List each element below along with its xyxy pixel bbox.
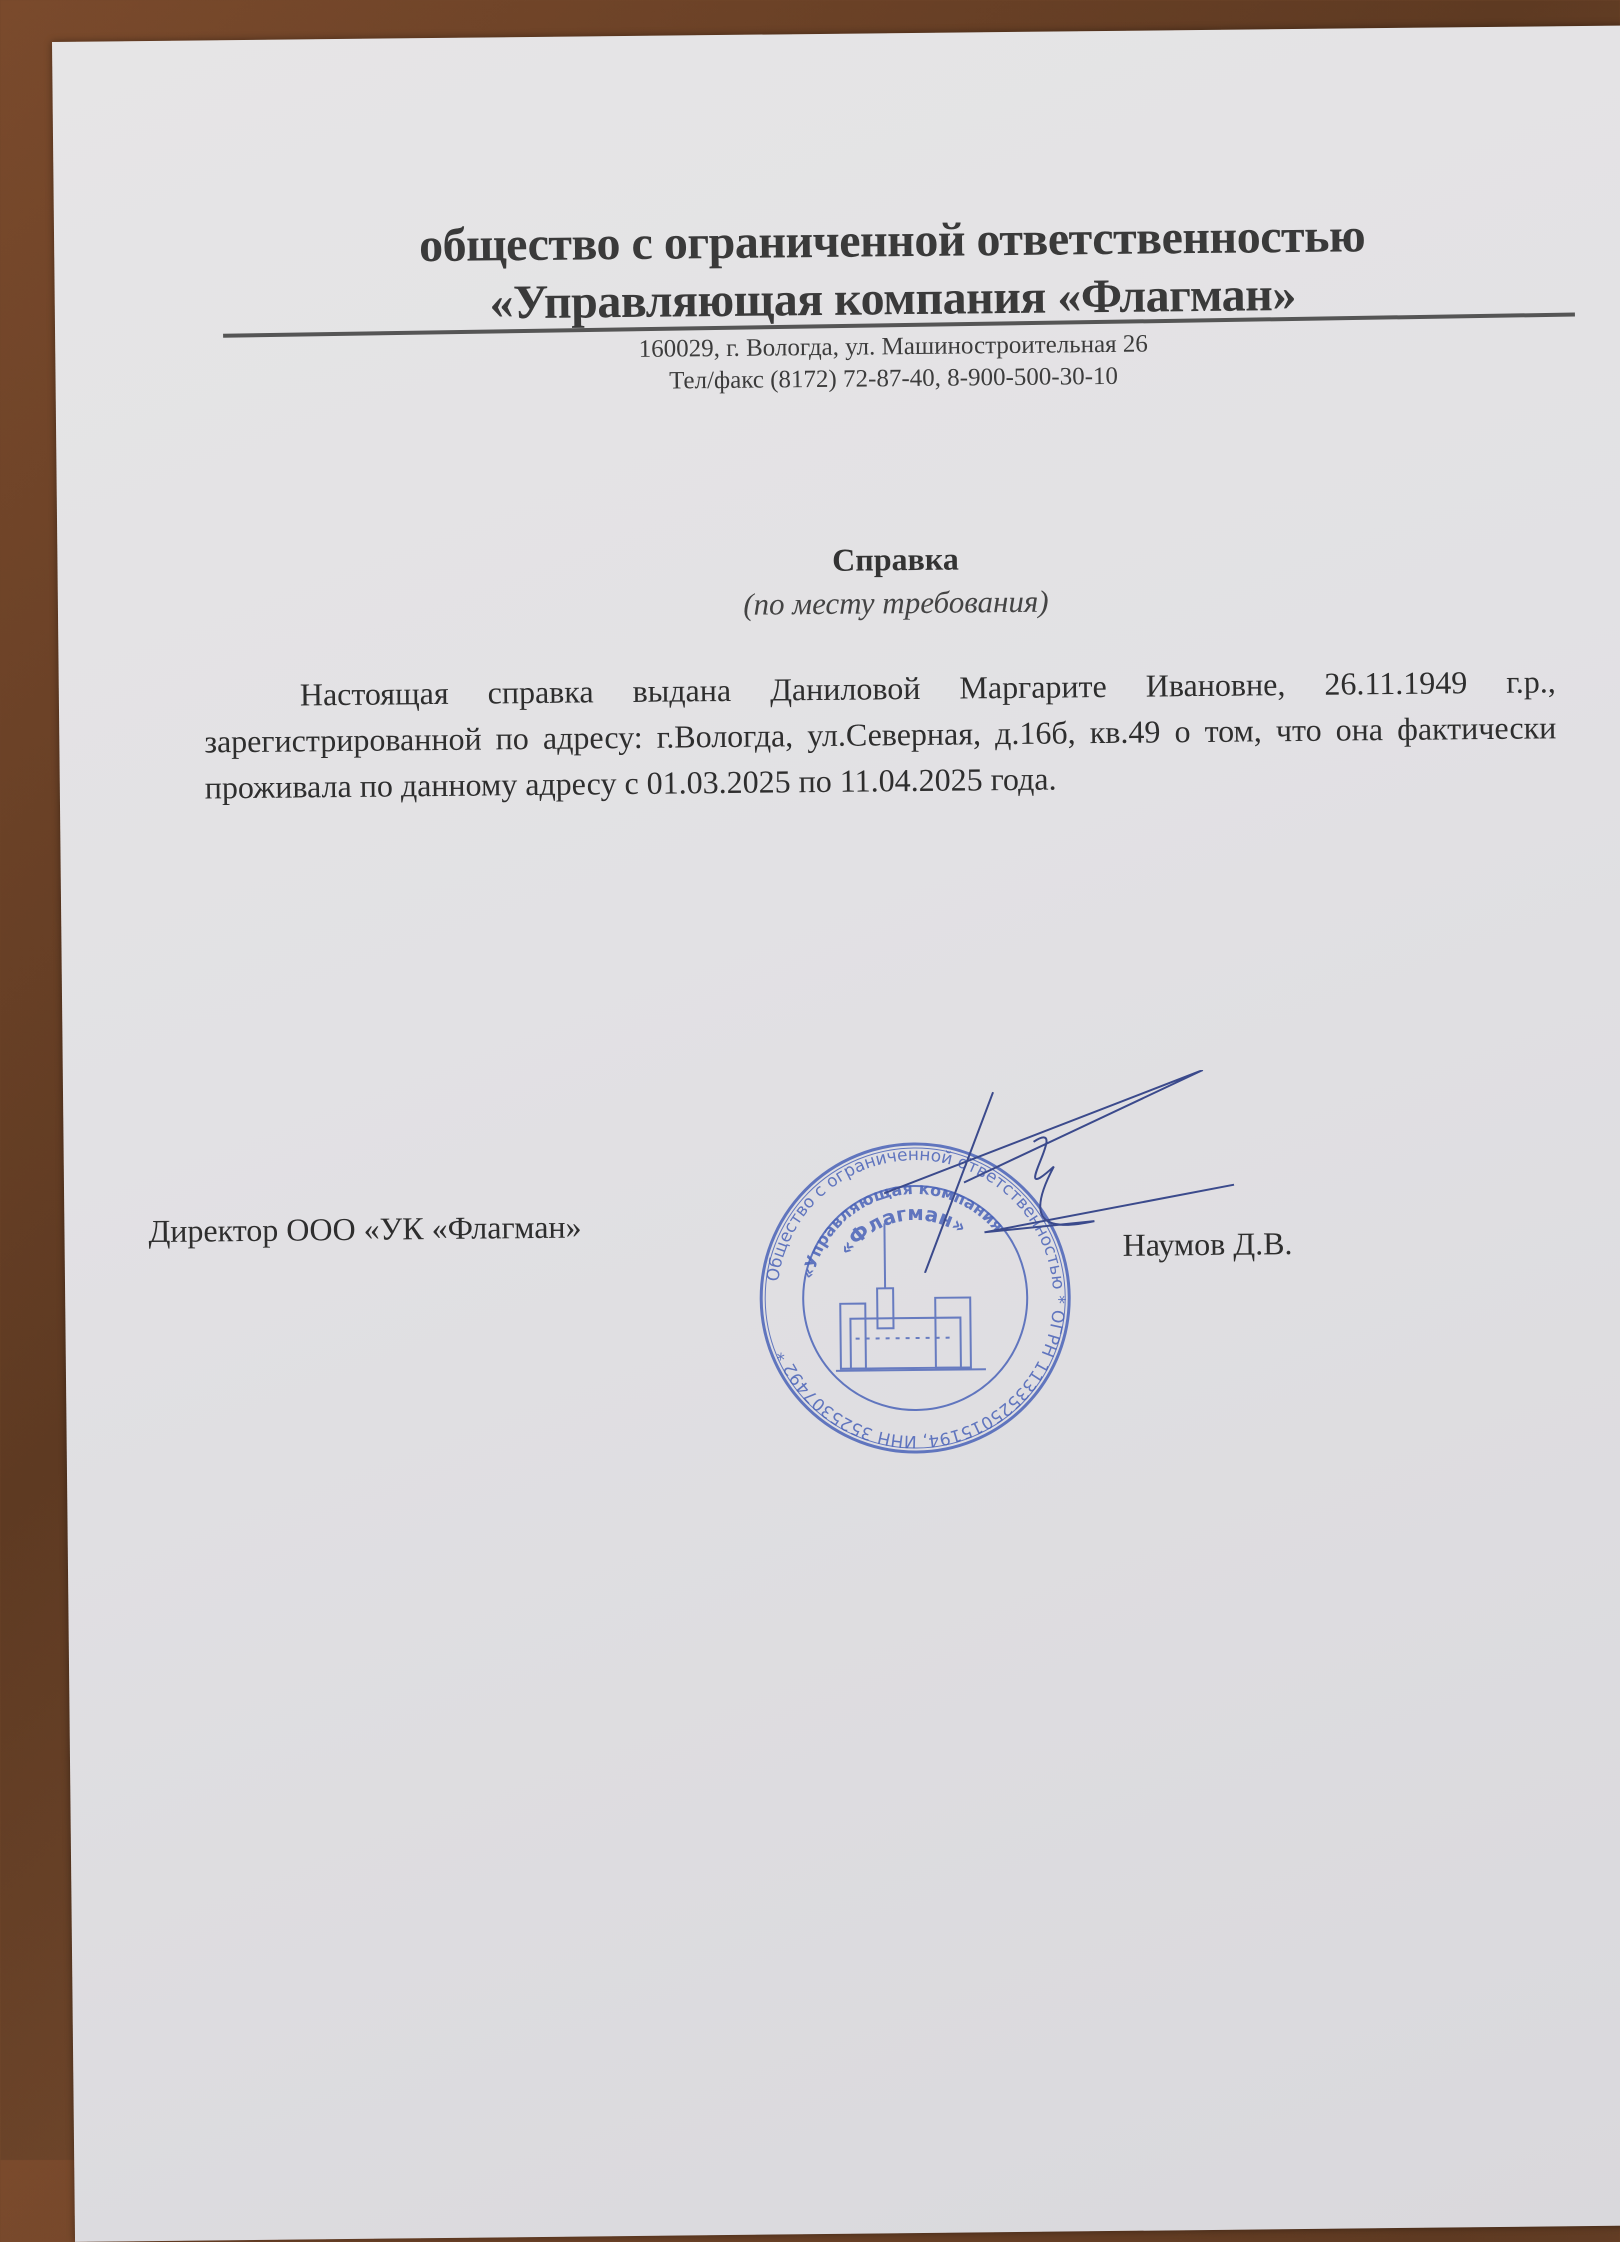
document-subtitle: (по месту требования) xyxy=(743,583,1049,622)
org-name-line1: общество с ограниченной ответственностью xyxy=(418,209,1366,273)
handwritten-signature xyxy=(883,1070,1245,1274)
seal-inner-text: «Управляющая компания xyxy=(798,1178,1008,1281)
org-phone: Тел/факс (8172) 72-87-40, 8-900-500-30-10 xyxy=(669,362,1119,395)
document-body: Настоящая справка выдана Даниловой Маргарите Ивановне, 26.11.1949 г.р., зарегистрированной по адресу: г.Вологда, ул.Северная, д.16б, кв.49 о том, что она фактически проживала по данному адресу с 01.03.2025 по 11.04.2025 года. xyxy=(204,663,1557,806)
signatory-name: Наумов Д.В. xyxy=(1122,1225,1293,1263)
seal-center-text: «Флагман» xyxy=(833,1200,971,1260)
seal-outer-text: Общество с ограниченной ответственностью * ОГРН 1133525015194, ИНН 3525307492 * xyxy=(763,1144,1069,1452)
document-page xyxy=(52,25,1620,2242)
org-address: 160029, г. Вологда, ул. Машиностроительная 26 xyxy=(638,330,1148,363)
signatory-position: Директор ООО «УК «Флагман» xyxy=(148,1208,582,1250)
document-title: Справка xyxy=(831,540,959,578)
org-name-line2: «Управляющая компания «Флагман» xyxy=(489,267,1297,330)
